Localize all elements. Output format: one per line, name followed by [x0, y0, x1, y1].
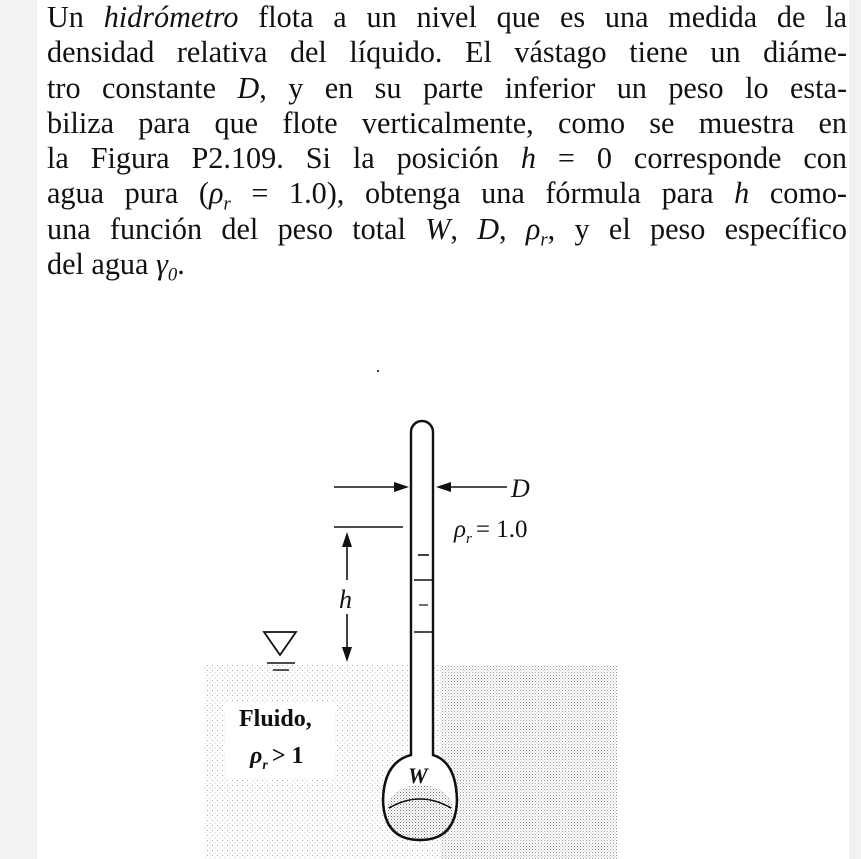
text-run: ,: [450, 211, 478, 246]
text-run: una función del peso total: [47, 211, 426, 246]
text-run: biliza para que flote verticalmente, como se muestra en: [47, 105, 847, 140]
label-h: h: [339, 585, 352, 614]
label-fluid-rho-value: > 1: [271, 743, 304, 769]
text-run: , y el peso específico: [547, 211, 848, 246]
arrow-left-icon: [436, 482, 451, 492]
label-fluid-rho: [249, 743, 304, 773]
math-symbol: γ: [155, 247, 168, 282]
label-rho-sub: r: [466, 531, 472, 547]
label-rho-value: = 1.0: [475, 516, 528, 543]
math-symbol: D: [477, 211, 500, 246]
math-symbol: ρ: [525, 211, 541, 246]
label-fluid-rho-symbol: ρ: [250, 743, 263, 769]
label-w: W: [408, 763, 428, 788]
math-symbol: h: [520, 141, 536, 176]
label-d: D: [511, 474, 530, 503]
text-run: flota a un nivel que es una medida de la: [238, 0, 847, 34]
label-fluid-rho-sub: r: [262, 758, 268, 773]
subscript: r: [223, 194, 231, 216]
text-run: .: [177, 247, 185, 282]
math-symbol: ρ: [208, 176, 224, 211]
text-run: agua pura (: [47, 176, 209, 211]
text-run: como-: [749, 176, 847, 211]
label-rho-water: [453, 516, 527, 547]
text-run: , y en su parte inferior un peso lo esta-: [259, 70, 847, 105]
fluid-dense-region: [440, 665, 617, 859]
text-run: = 0 corresponde con: [535, 141, 847, 176]
text-run: tro constante: [47, 70, 238, 105]
label-fluid: Fluido,: [239, 706, 312, 732]
text-run: ,: [499, 211, 526, 246]
text-run: = 1.0), obtenga una fórmula para: [230, 176, 735, 211]
label-rho-symbol: ρ: [454, 516, 466, 543]
arrow-up-icon: [342, 532, 352, 547]
text-run: Un: [47, 0, 104, 34]
arrow-down-icon: [342, 647, 352, 662]
text-run: del agua: [47, 247, 156, 282]
text-run: densidad relativa del líquido. El vástago tiene un diáme-: [47, 35, 847, 70]
math-symbol: D: [237, 70, 260, 105]
text-run: la Figura P2.109. Si la posición: [47, 141, 521, 176]
subscript: r: [540, 229, 548, 251]
math-symbol: W: [425, 211, 451, 246]
arrow-right-icon: [394, 482, 409, 492]
hydrometer-figure: [37, 0, 849, 859]
page: [37, 0, 849, 859]
subscript: 0: [167, 264, 178, 286]
free-surface-triangle-icon: [264, 632, 296, 655]
math-symbol: h: [734, 176, 750, 211]
math-symbol: hidrómetro: [103, 0, 239, 34]
